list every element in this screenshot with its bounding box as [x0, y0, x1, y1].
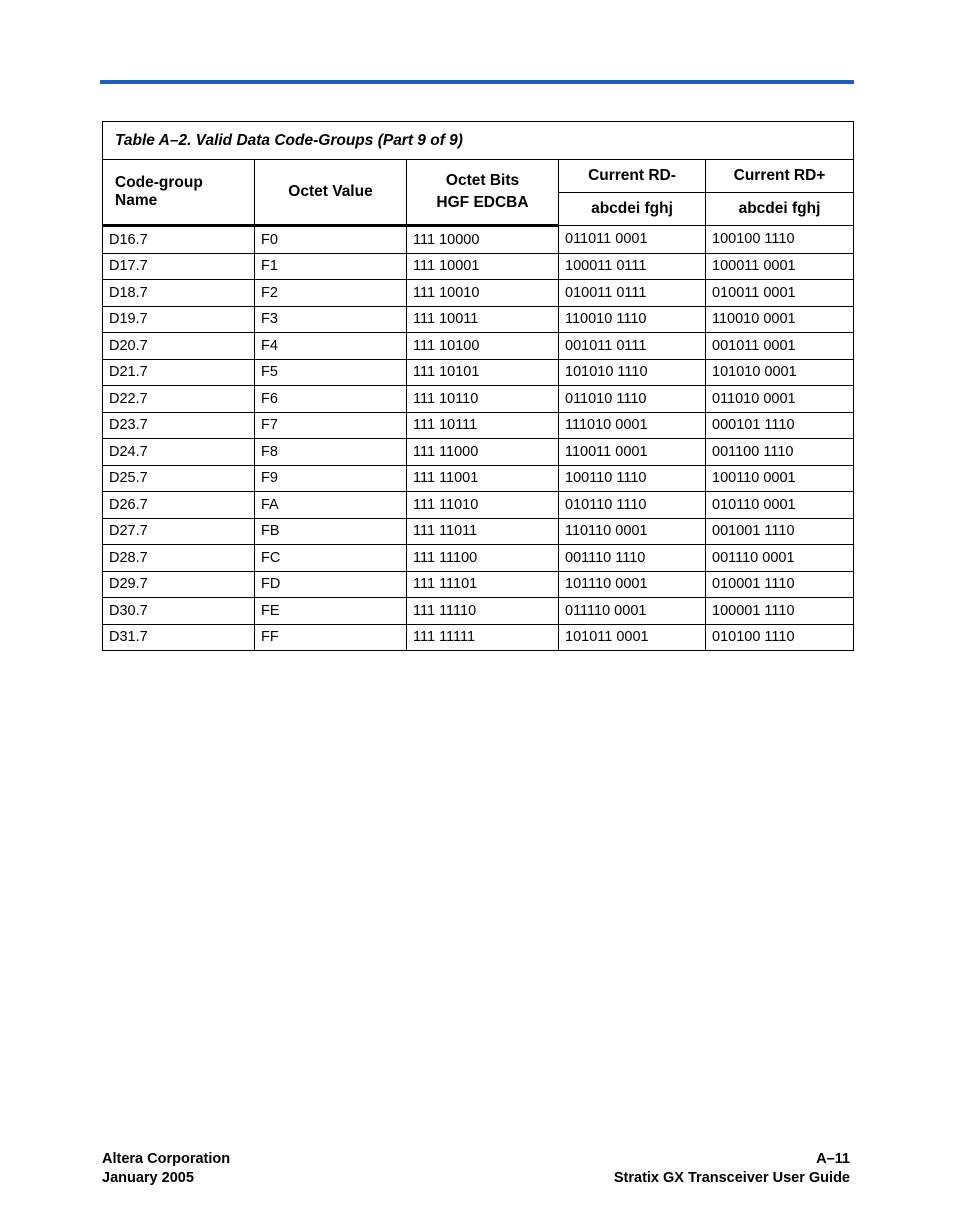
table-cell: 111 11011: [407, 518, 559, 545]
table-cell: 011010 1110: [559, 386, 706, 413]
table-cell: 101011 0001: [559, 624, 706, 651]
header-abcdei-plus: abcdei fghj: [706, 193, 854, 226]
table-row: [103, 226, 854, 254]
table-cell: 111 10100: [407, 333, 559, 360]
table-row: [103, 518, 854, 545]
table-cell: 111 10111: [407, 412, 559, 439]
table-cell: F6: [255, 386, 407, 413]
table-cell: 111 10010: [407, 280, 559, 307]
table-cell: D17.7: [103, 253, 255, 280]
table-cell: 001100 1110: [706, 439, 854, 466]
table-cell: 111 10110: [407, 386, 559, 413]
footer-company: Altera Corporation: [102, 1151, 231, 1167]
table-cell: 111 10001: [407, 253, 559, 280]
table-cell: D31.7: [103, 624, 255, 651]
table-cell: 010110 1110: [559, 492, 706, 519]
table-cell: 110011 0001: [559, 439, 706, 466]
table-caption: Table A–2. Valid Data Code-Groups (Part 9 of 9): [103, 122, 854, 160]
table-row: [103, 306, 854, 333]
table-cell: D29.7: [103, 571, 255, 598]
header-current-rd-minus: Current RD-: [559, 160, 706, 193]
table-cell: D19.7: [103, 306, 255, 333]
header-code-group-name: Code-group Name: [103, 160, 255, 226]
header-rule: [100, 80, 854, 84]
table-cell: 111 10011: [407, 306, 559, 333]
table-row: [103, 280, 854, 307]
table-row: [103, 359, 854, 386]
table-cell: 011110 0001: [559, 598, 706, 625]
table-cell: 011010 0001: [706, 386, 854, 413]
table-cell: 101010 1110: [559, 359, 706, 386]
header-octet-bits: [407, 160, 559, 226]
table-row: [103, 492, 854, 519]
table-cell: 100011 0111: [559, 253, 706, 280]
table-cell: 100100 1110: [706, 226, 854, 254]
table-cell: FB: [255, 518, 407, 545]
table-row: [103, 465, 854, 492]
table-cell: 111 11110: [407, 598, 559, 625]
table-cell: D24.7: [103, 439, 255, 466]
table-cell: 100110 1110: [559, 465, 706, 492]
table-cell: F0: [255, 226, 407, 254]
table-cell: 001110 1110: [559, 545, 706, 572]
table-cell: 010011 0001: [706, 280, 854, 307]
table-row: [103, 253, 854, 280]
table-cell: D18.7: [103, 280, 255, 307]
table-row: [103, 386, 854, 413]
header-current-rd-plus: Current RD+: [706, 160, 854, 193]
table-cell: 011011 0001: [559, 226, 706, 254]
table-cell: 111 10101: [407, 359, 559, 386]
table-cell: 001110 0001: [706, 545, 854, 572]
table-cell: 111 11010: [407, 492, 559, 519]
footer-guide-title: Stratix GX Transceiver User Guide: [613, 1170, 850, 1186]
table-cell: 110110 0001: [559, 518, 706, 545]
table-cell: F9: [255, 465, 407, 492]
footer-right: [614, 1150, 850, 1188]
header-octet-bits-line1: Octet Bits: [445, 172, 520, 189]
table-cell: 010011 0111: [559, 280, 706, 307]
footer-page-number: A–11: [816, 1151, 850, 1167]
table-cell: 100011 0001: [706, 253, 854, 280]
table-cell: FE: [255, 598, 407, 625]
table-row: [103, 624, 854, 651]
table-cell: 111 11001: [407, 465, 559, 492]
table-cell: F2: [255, 280, 407, 307]
table-cell: F4: [255, 333, 407, 360]
table-cell: F8: [255, 439, 407, 466]
table-cell: FC: [255, 545, 407, 572]
table-cell: D23.7: [103, 412, 255, 439]
header-octet-bits-line2: HGF EDCBA: [436, 194, 529, 211]
table-row: [103, 545, 854, 572]
table-cell: 111 11000: [407, 439, 559, 466]
table-cell: 010100 1110: [706, 624, 854, 651]
table-cell: 110010 1110: [559, 306, 706, 333]
table-cell: D16.7: [103, 226, 255, 254]
table-row: [103, 439, 854, 466]
table-cell: D28.7: [103, 545, 255, 572]
table-cell: F1: [255, 253, 407, 280]
table-cell: 111 10000: [407, 226, 559, 254]
table-cell: D25.7: [103, 465, 255, 492]
table-cell: D27.7: [103, 518, 255, 545]
table-cell: 111 11101: [407, 571, 559, 598]
table-cell: D22.7: [103, 386, 255, 413]
table-cell: 101110 0001: [559, 571, 706, 598]
table-cell: D21.7: [103, 359, 255, 386]
footer-left: [102, 1150, 230, 1188]
table-cell: 110010 0001: [706, 306, 854, 333]
table-cell: 001001 1110: [706, 518, 854, 545]
header-octet-value: Octet Value: [255, 160, 407, 226]
table-row: [103, 412, 854, 439]
table-cell: FF: [255, 624, 407, 651]
table-cell: D20.7: [103, 333, 255, 360]
table-cell: F7: [255, 412, 407, 439]
table-cell: F3: [255, 306, 407, 333]
table-cell: D30.7: [103, 598, 255, 625]
table-cell: 000101 1110: [706, 412, 854, 439]
table-cell: F5: [255, 359, 407, 386]
table-cell: 010001 1110: [706, 571, 854, 598]
code-groups-table: [102, 121, 854, 651]
table-cell: 111010 0001: [559, 412, 706, 439]
table-cell: FA: [255, 492, 407, 519]
table-cell: 111 11111: [407, 624, 559, 651]
table-row: [103, 571, 854, 598]
header-abcdei-minus: abcdei fghj: [559, 193, 706, 226]
table-cell: 100001 1110: [706, 598, 854, 625]
table-cell: 101010 0001: [706, 359, 854, 386]
footer-date: January 2005: [102, 1170, 194, 1186]
table-cell: 100110 0001: [706, 465, 854, 492]
table-cell: D26.7: [103, 492, 255, 519]
table-cell: 001011 0111: [559, 333, 706, 360]
table-row: [103, 333, 854, 360]
table-cell: FD: [255, 571, 407, 598]
table-cell: 010110 0001: [706, 492, 854, 519]
table-row: [103, 598, 854, 625]
table-cell: 001011 0001: [706, 333, 854, 360]
table-cell: 111 11100: [407, 545, 559, 572]
